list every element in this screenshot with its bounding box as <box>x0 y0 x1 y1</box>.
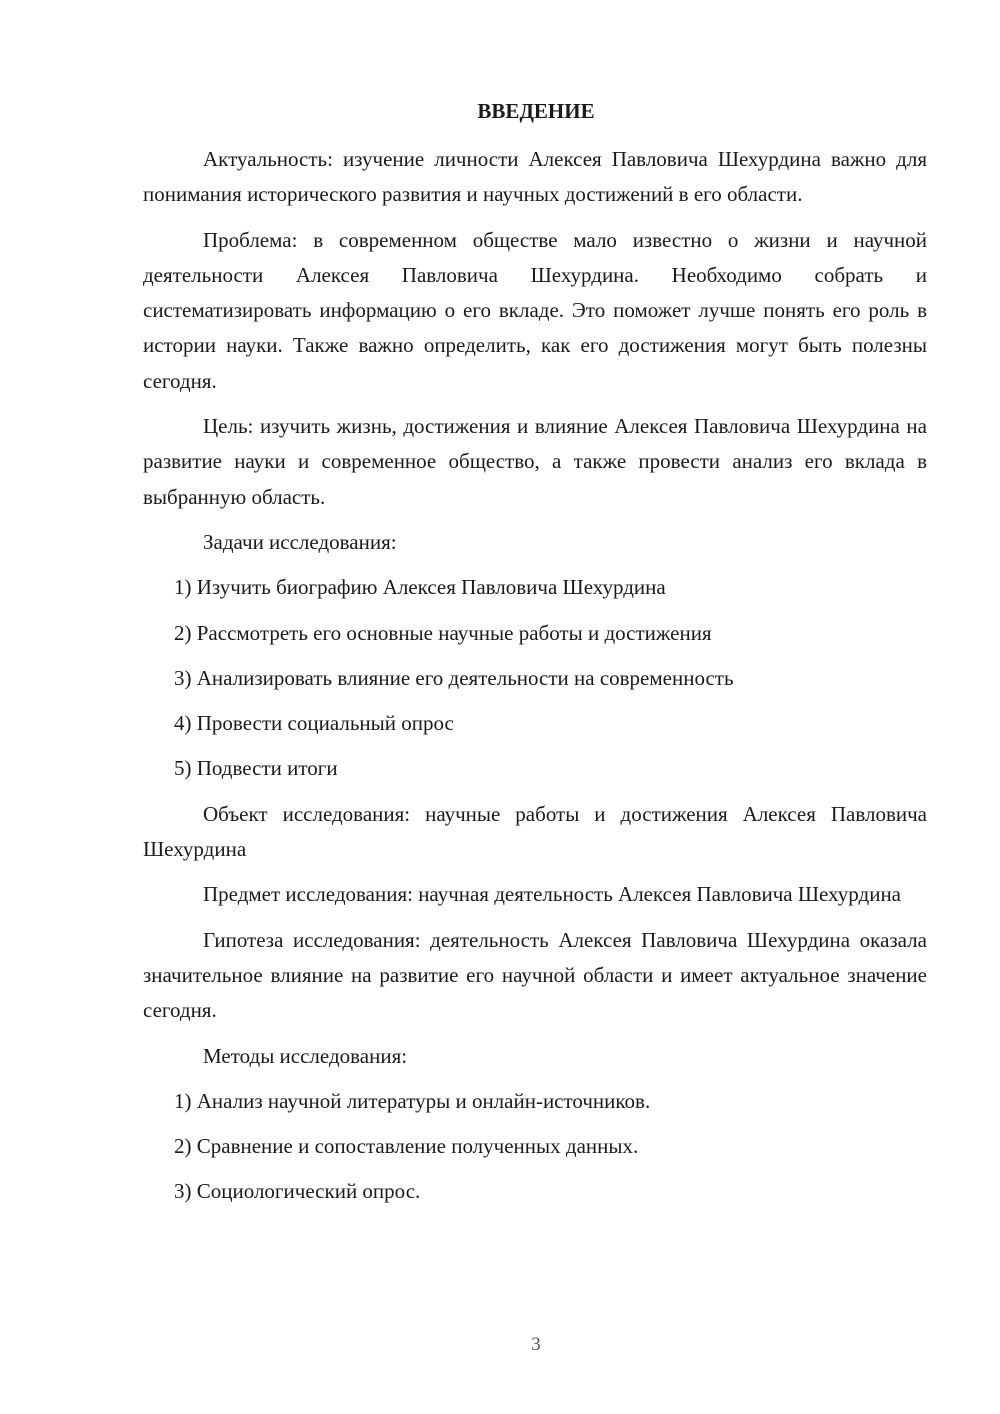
page-number: 3 <box>531 1334 541 1355</box>
list-item-task-5: 5) Подвести итоги <box>174 756 338 781</box>
document-body <box>143 142 927 1220</box>
tasks-list <box>143 570 927 786</box>
list-item-method-1: 1) Анализ научной литературы и онлайн-источников. <box>174 1088 651 1113</box>
methods-heading: Методы исследования: <box>203 1043 408 1068</box>
list-item-method-2: 2) Сравнение и сопоставление полученных данных. <box>174 1134 639 1159</box>
list-item-task-4: 4) Провести социальный опрос <box>174 711 454 736</box>
paragraph-relevance: Актуальность: изучение личности Алексея Павловича Шехурдина важно для понимания исторического развития и научных достижений в его области. <box>143 147 927 207</box>
paragraph-hypothesis: Гипотеза исследования: деятельность Алексея Павловича Шехурдина оказала значительное влияние на развитие его научной области и имеет актуальное значение сегодня. <box>143 927 927 1023</box>
paragraph-goal: Цель: изучить жизнь, достижения и влияние Алексея Павловича Шехурдина на развитие науки и современное общество, а также провести анализ его вклада в выбранную область. <box>143 414 927 509</box>
paragraph-problem: Проблема: в современном обществе мало известно о жизни и научной деятельности Алексея Павловича Шехурдина. Необходимо собрать и систематизировать информацию о его вкладе. Это поможет лучше понять его роль в истории науки. Также важно определить, как его достижения могут быть полезны сегодня. <box>143 227 927 393</box>
paragraph-subject: Предмет исследования: научная деятельность Алексея Павловича Шехурдина <box>203 882 902 907</box>
list-item-task-1: 1) Изучить биографию Алексея Павловича Шехурдина <box>174 575 666 600</box>
list-item-task-2: 2) Рассмотреть его основные научные работы и достижения <box>174 620 712 645</box>
methods-list <box>143 1084 927 1210</box>
tasks-heading: Задачи исследования: <box>203 529 397 554</box>
list-item-task-3: 3) Анализировать влияние его деятельности на современность <box>174 665 734 690</box>
section-title <box>0 96 1000 126</box>
list-item-method-3: 3) Социологический опрос. <box>174 1179 421 1204</box>
paragraph-object: Объект исследования: научные работы и достижения Алексея Павловича Шехурдина <box>143 801 927 862</box>
section-title-text: ВВЕДЕНИЕ <box>477 99 595 123</box>
